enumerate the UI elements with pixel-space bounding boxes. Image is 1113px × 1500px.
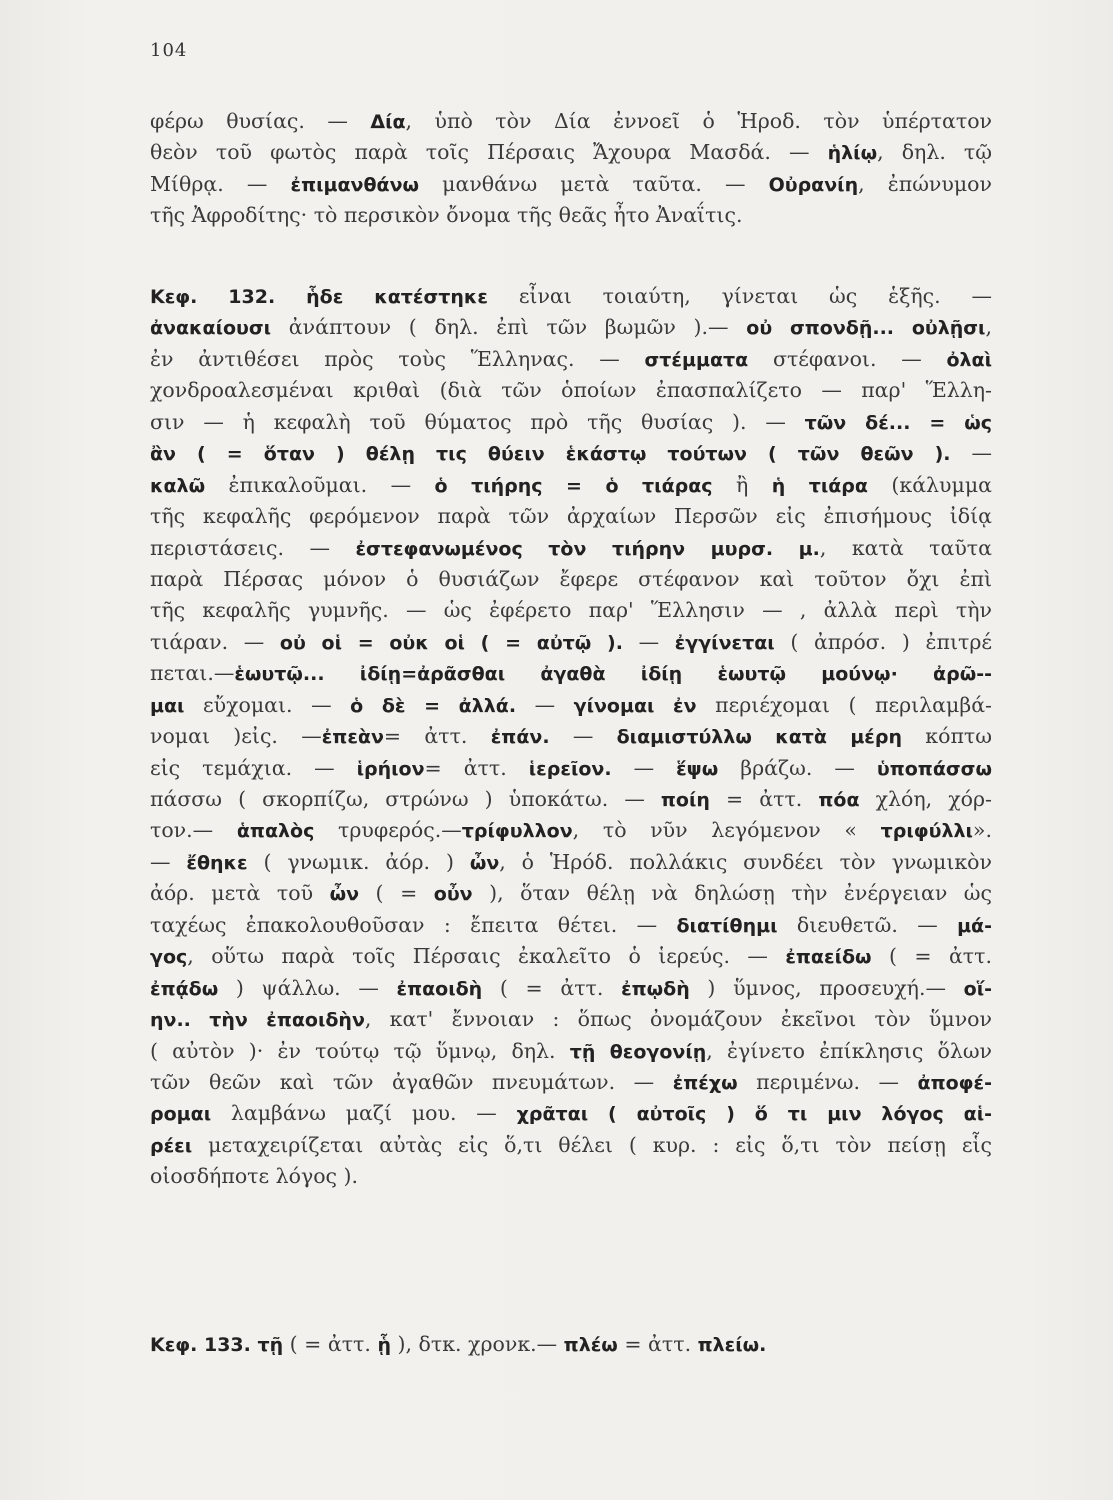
- text-line: [150, 281, 992, 312]
- gloss-text: , ἐγίνετο ἐπίκλησις ὅλων: [706, 1038, 992, 1063]
- gloss-text: τῶν θεῶν καὶ τῶν ἀγαθῶν πνευμάτων. —: [150, 1069, 673, 1094]
- bold-lemma: γίνομαι ἐν: [573, 694, 697, 717]
- bold-lemma: ὀλαὶ: [946, 348, 992, 371]
- gloss-text: κόπτω: [902, 724, 992, 749]
- bold-lemma: ἁπαλὸς: [236, 820, 315, 843]
- gloss-text: βράζω. —: [718, 755, 877, 780]
- gloss-text: , δηλ. τῷ: [877, 140, 992, 165]
- bold-lemma: διαμιστύλλω κατὰ μέρη: [616, 726, 903, 749]
- gloss-text: , ὑπὸ τὸν Δία ἐννοεῖ ὁ Ἡροδ. τὸν ὑπέρτατον: [405, 109, 992, 133]
- bold-lemma: ἑωυτῷ... ἰδίῃ=ἀρᾶσθαι ἀγαθὰ ἰδίῃ ἑωυτῷ μούνῳ· ἀρῶ--: [234, 663, 992, 686]
- gloss-text: ( =: [359, 881, 434, 906]
- bold-lemma: μά-: [957, 914, 992, 937]
- gloss-text: ἢ: [712, 472, 772, 497]
- bold-lemma: τῇ θεογονίῃ: [569, 1040, 707, 1063]
- gloss-text: —: [611, 755, 677, 780]
- gloss-text: λαμβάνω μαζί μου. —: [211, 1101, 517, 1126]
- bold-lemma: μαι: [150, 694, 185, 717]
- bold-lemma: γος: [150, 946, 188, 969]
- bold-lemma: Κεφ. 132. ἧδε κατέστηκε: [150, 286, 488, 308]
- text-line: [150, 847, 992, 878]
- text-line: [150, 470, 992, 501]
- gloss-text: οἱοσδήποτε λόγος ).: [150, 1164, 359, 1189]
- gloss-text: ) ὕμνος, προσευχή.—: [689, 975, 964, 1000]
- gloss-text: , ὁ Ἡρόδ. πολλάκις συνδέει τὸν γνωμικὸν: [499, 849, 992, 874]
- gloss-text: ( γνωμικ. ἀόρ. ): [247, 849, 470, 874]
- gloss-text: = ἀττ.: [383, 724, 491, 749]
- gloss-text: —: [150, 849, 187, 874]
- bold-lemma: τῶν δέ... = ὡς: [804, 411, 992, 434]
- text-line: [150, 137, 992, 168]
- bold-lemma: ἐπῳδὴ: [621, 977, 690, 1000]
- text-line: [150, 312, 992, 343]
- bold-lemma: καλῶ: [150, 474, 206, 497]
- bold-lemma: Οὐρανίη: [768, 173, 859, 196]
- bold-lemma: ἐπᾴδω: [150, 977, 219, 1000]
- bold-lemma: ἐγγίνεται: [674, 631, 775, 654]
- bold-lemma: ρέει: [150, 1134, 193, 1157]
- gloss-text: ἀόρ. μετὰ τοῦ: [150, 881, 330, 906]
- bold-lemma: ἔθηκε: [186, 851, 248, 874]
- bold-lemma: πόα: [818, 789, 860, 811]
- gloss-text: , οὕτω παρὰ τοῖς Πέρσαις ἐκαλεῖτο ὁ ἱερεύς. —: [187, 944, 786, 969]
- text-line: [150, 533, 992, 564]
- bold-lemma: οὐ σπονδῇ... οὐλῇσι: [746, 317, 986, 340]
- bold-lemma: Δία: [370, 111, 406, 133]
- bold-lemma: ἀποφέ-: [917, 1071, 992, 1094]
- bold-lemma: τρίφυλλον: [461, 820, 573, 843]
- gloss-text: σιν — ἡ κεφαλὴ τοῦ θύματος πρὸ τῆς θυσίας ). —: [150, 409, 805, 434]
- bold-lemma: στέμματα: [644, 348, 749, 371]
- gloss-text: —: [549, 724, 617, 749]
- gloss-text: ( = ἀττ.: [482, 975, 622, 1000]
- gloss-text: τῆς κεφαλῆς γυμνῆς. — ὡς ἐφέρετο παρ' Ἕλλησιν — , ἀλλὰ περὶ τὴν: [150, 598, 992, 623]
- text-line: [150, 753, 992, 784]
- gloss-text: , τὸ νῦν λεγόμενον «: [572, 818, 881, 843]
- text-line: [150, 690, 992, 721]
- bold-lemma: πλέω: [563, 1334, 618, 1356]
- bold-lemma: ἂν ( = ὅταν ) θέλῃ τις θύειν ἑκάστῳ τούτων ( τῶν θεῶν ).: [150, 443, 951, 466]
- bold-lemma: οἵ-: [963, 977, 992, 1000]
- gloss-text: εὔχομαι. —: [184, 692, 351, 717]
- gloss-text: διευθετῶ. —: [777, 912, 958, 937]
- gloss-text: ἀνάπτουν ( δηλ. ἐπὶ τῶν βωμῶν ).—: [271, 315, 747, 340]
- bold-lemma: Κεφ. 133. τῇ: [150, 1334, 284, 1356]
- text-line: [150, 721, 992, 752]
- gloss-text: χονδροαλεσμέναι κριθαὶ (διὰ τῶν ὁποίων ἐπασπαλίζετο — παρ' Ἕλλη-: [150, 378, 992, 403]
- gloss-text: ), ὅταν θέλῃ νὰ δηλώσῃ τὴν ἐνέργειαν ὡς: [472, 881, 992, 906]
- bold-lemma: ὦν: [329, 883, 360, 906]
- gloss-text: = ἀττ.: [424, 755, 529, 780]
- bold-lemma: ἱερεῖον.: [528, 757, 612, 780]
- text-line: [150, 1130, 992, 1161]
- gloss-text: —: [950, 441, 992, 466]
- bold-lemma: ὁ τιήρης = ὁ τιάρας: [434, 474, 713, 497]
- text-line: [150, 1004, 992, 1035]
- gloss-text: τρυφερός.—: [314, 818, 462, 843]
- gloss-text: , ἐπώνυμον: [858, 171, 992, 196]
- bold-lemma: ὦν: [469, 851, 500, 874]
- gloss-text: νομαι )εἰς. —: [150, 724, 322, 749]
- bold-lemma: ἐπέχω: [672, 1071, 738, 1094]
- gloss-text: ) ψάλλω. —: [218, 975, 397, 1000]
- bold-lemma: χρᾶται ( αὐτοῖς ) ὅ τι μιν λόγος αἱ-: [516, 1103, 992, 1126]
- bold-lemma: οὖν: [433, 883, 473, 906]
- commentary-paragraph-chapter-132: [150, 281, 992, 1193]
- gloss-text: τιάραν. —: [150, 629, 280, 654]
- text-line: [150, 1329, 992, 1360]
- bold-lemma: ἐπεὰν: [321, 726, 384, 749]
- text-line: [150, 878, 992, 909]
- gloss-text: θεὸν τοῦ φωτὸς παρὰ τοῖς Πέρσαις Ἄχουρα Μασδά. —: [150, 140, 828, 165]
- text-line: [150, 973, 992, 1004]
- text-line: [150, 595, 992, 626]
- gloss-text: εἰς τεμάχια. —: [150, 755, 357, 780]
- commentary-paragraph-1: [150, 106, 992, 232]
- gloss-text: περιμένω. —: [737, 1069, 918, 1094]
- gloss-text: ,: [985, 315, 992, 340]
- bold-lemma: ἐστεφανωμένος τὸν τιήρην μυρσ. μ.: [355, 537, 820, 560]
- gloss-text: —: [622, 629, 675, 654]
- bold-lemma: ἐπαοιδὴ: [396, 977, 483, 1000]
- bold-lemma: οὐ οἱ = οὐκ οἱ ( = αὐτῷ ).: [279, 631, 623, 654]
- text-line: [150, 1161, 992, 1192]
- gloss-text: = ἀττ.: [709, 787, 819, 811]
- gloss-text: ( ἀπρόσ. ) ἐπιτρέ: [774, 629, 992, 654]
- text-line: [150, 627, 992, 658]
- bold-lemma: ποίη: [660, 789, 710, 811]
- text-line: [150, 815, 992, 846]
- text-line: [150, 1036, 992, 1067]
- gloss-text: ταχέως ἐπακολουθοῦσαν : ἔπειτα θέτει. —: [150, 912, 677, 937]
- gloss-text: (κάλυμμα: [867, 472, 992, 497]
- gloss-text: ἐν ἀντιθέσει πρὸς τοὺς Ἕλληνας. —: [150, 346, 645, 371]
- gloss-text: φέρω θυσίας. —: [150, 109, 371, 133]
- gloss-text: —: [516, 692, 574, 717]
- bold-lemma: ρομαι: [150, 1103, 212, 1126]
- gloss-text: στέφανοι. —: [748, 346, 947, 371]
- gloss-text: ( = ἀττ.: [283, 1332, 378, 1356]
- text-line: [150, 375, 992, 406]
- gloss-text: ».: [972, 818, 992, 843]
- bold-lemma: ἱρήιον: [356, 757, 425, 780]
- gloss-text: = ἀττ.: [617, 1332, 698, 1356]
- text-line: [150, 1098, 992, 1129]
- bold-lemma: ην.. τὴν ἐπαοιδὴν: [150, 1009, 365, 1032]
- text-line: [150, 438, 992, 469]
- gloss-text: τῆς κεφαλῆς φερόμενον παρὰ τῶν ἀρχαίων Περσῶν εἰς ἐπισήμους ἰδίᾳ: [150, 504, 992, 529]
- text-line: [150, 344, 992, 375]
- text-line: [150, 106, 992, 137]
- bold-lemma: ᾗ: [377, 1334, 391, 1356]
- bold-lemma: ἐπάν.: [490, 726, 550, 749]
- bold-lemma: πλείω.: [697, 1334, 767, 1356]
- text-line: [150, 564, 992, 595]
- gloss-text: τον.—: [150, 818, 237, 843]
- text-line: [150, 941, 992, 972]
- commentary-paragraph-chapter-133: [150, 1329, 992, 1360]
- gloss-text: ( αὐτὸν )· ἐν τούτῳ τῷ ὕμνῳ, δηλ.: [150, 1038, 570, 1063]
- gloss-text: εἶναι τοιαύτη, γίνεται ὡς ἑξῆς. —: [487, 284, 992, 308]
- gloss-text: ( = ἀττ.: [871, 944, 992, 969]
- gloss-text: τῆς Ἀφροδίτης· τὸ περσικὸν ὄνομα τῆς θεᾶς ἦτο Ἀναΐτις.: [150, 203, 743, 228]
- gloss-text: πάσσω ( σκορπίζω, στρώνω ) ὑποκάτω. —: [150, 787, 661, 811]
- gloss-text: περιστάσεις. —: [150, 535, 356, 560]
- page-number: 104: [150, 40, 188, 61]
- gloss-text: μανθάνω μετὰ ταῦτα. —: [419, 171, 769, 196]
- text-line: [150, 169, 992, 200]
- gloss-text: χλόη, χόρ-: [859, 787, 992, 811]
- gloss-text: πεται.—: [150, 661, 235, 686]
- bold-lemma: ἐπαείδω: [785, 946, 872, 969]
- bold-lemma: ὁ δὲ = ἀλλά.: [350, 694, 517, 717]
- gloss-text: περιέχομαι ( περιλαμβά-: [696, 692, 992, 717]
- bold-lemma: ἕψω: [676, 757, 719, 780]
- bold-lemma: ὑποπάσσω: [876, 757, 992, 780]
- gloss-text: ), δτκ. χρονκ.—: [390, 1332, 564, 1356]
- text-line: [150, 200, 992, 231]
- bold-lemma: ἀνακαίουσι: [150, 317, 272, 340]
- gloss-text: , κατὰ ταῦτα: [819, 535, 992, 560]
- text-line: [150, 407, 992, 438]
- bold-lemma: ἡλίῳ: [827, 142, 878, 165]
- bold-lemma: ἐπιμανθάνω: [290, 173, 420, 196]
- text-line: [150, 1067, 992, 1098]
- gloss-text: παρὰ Πέρσας μόνον ὁ θυσιάζων ἔφερε στέφανον καὶ τοῦτον ὄχι ἐπὶ: [150, 566, 992, 591]
- gloss-text: Μίθρᾳ. —: [150, 171, 291, 196]
- text-line: [150, 658, 992, 689]
- bold-lemma: διατίθημι: [676, 914, 778, 937]
- text-line: [150, 784, 992, 815]
- text-line: [150, 501, 992, 532]
- gloss-text: , κατ' ἔννοιαν : ὅπως ὀνομάζουν ἐκεῖνοι τὸν ὕμνον: [364, 1007, 992, 1032]
- bold-lemma: τριφύλλι: [880, 820, 973, 843]
- bold-lemma: ἡ τιάρα: [771, 474, 868, 497]
- text-line: [150, 910, 992, 941]
- gloss-text: μεταχειρίζεται αὐτὰς εἰς ὅ,τι θέλει ( κυρ. : εἰς ὅ,τι τὸν πείσῃ εἷς: [192, 1132, 992, 1157]
- gloss-text: ἐπικαλοῦμαι. —: [205, 472, 435, 497]
